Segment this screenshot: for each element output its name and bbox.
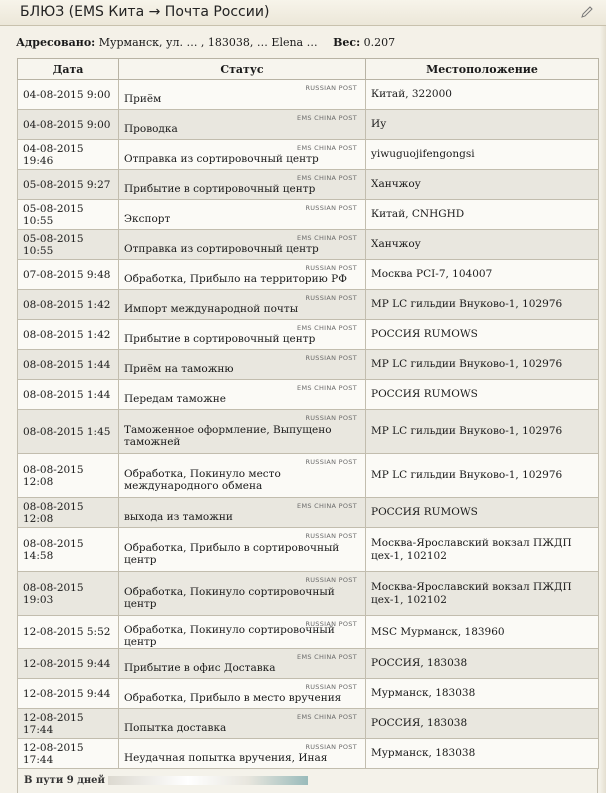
source-label: RUSSIAN POST [305, 354, 357, 362]
row-status-cell [119, 80, 366, 110]
table-row [18, 230, 599, 260]
table-row [18, 140, 599, 170]
table-row [18, 290, 599, 320]
row-status: Обработка, Покинуло сортировочный центр [124, 624, 335, 648]
row-status-cell [119, 649, 366, 679]
source-label: RUSSIAN POST [305, 620, 357, 628]
row-status: Прибытие в офис Доставка [124, 661, 276, 674]
row-date: 08-08-2015 1:44 [18, 380, 119, 410]
row-status-cell [119, 454, 366, 498]
row-location: Москва-Ярославский вокзал ПЖДП цех-1, 102102 [366, 572, 599, 616]
row-date: 07-08-2015 9:48 [18, 260, 119, 290]
row-status-cell [119, 709, 366, 739]
row-location: РОССИЯ RUMOWS [366, 498, 599, 528]
column-header-status[interactable]: Статус [119, 59, 366, 80]
row-date: 08-08-2015 1:42 [18, 290, 119, 320]
row-status: Прибытие в сортировочный центр [124, 332, 316, 345]
summary-row [17, 768, 598, 793]
row-location: MSC Мурманск, 183960 [366, 616, 599, 649]
row-date: 08-08-2015 1:45 [18, 410, 119, 454]
source-label: EMS CHINA POST [297, 144, 357, 152]
row-status: Приём [124, 92, 162, 105]
row-status: Обработка, Покинуло сортировочный центр [124, 585, 335, 610]
table-row [18, 320, 599, 350]
table-header-row [18, 59, 599, 80]
row-location: Москва PCI-7, 104007 [366, 260, 599, 290]
source-label: EMS CHINA POST [297, 324, 357, 332]
table-row [18, 572, 599, 616]
source-label: RUSSIAN POST [305, 294, 357, 302]
source-label: EMS CHINA POST [297, 713, 357, 721]
source-label: RUSSIAN POST [305, 414, 357, 422]
row-status-cell [119, 410, 366, 454]
source-label: RUSSIAN POST [305, 532, 357, 540]
column-header-date[interactable]: Дата [18, 59, 119, 80]
row-status-cell [119, 230, 366, 260]
row-location: РОССИЯ, 183038 [366, 709, 599, 739]
table-row [18, 739, 599, 769]
row-status: выхода из таможни [124, 510, 233, 523]
row-location: MP LC гильдии Внуково-1, 102976 [366, 454, 599, 498]
source-label: RUSSIAN POST [305, 458, 357, 466]
row-status: Обработка, Прибыло в место вручения [124, 691, 342, 704]
row-status: Экспорт [124, 212, 171, 225]
row-date: 12-08-2015 17:44 [18, 709, 119, 739]
row-status-cell [119, 528, 366, 572]
table-row [18, 649, 599, 679]
weight-value: 0.207 [363, 36, 396, 49]
weight-label: Вес: [333, 36, 361, 49]
table-row [18, 454, 599, 498]
table-row [18, 350, 599, 380]
row-date: 08-08-2015 12:08 [18, 498, 119, 528]
source-label: RUSSIAN POST [305, 84, 357, 92]
row-date: 08-08-2015 19:03 [18, 572, 119, 616]
row-status: Отправка из сортировочный центр [124, 242, 319, 255]
page-title: БЛЮЗ (EMS Кита → Почта России) [20, 4, 270, 20]
table-row [18, 616, 599, 649]
row-status-cell [119, 350, 366, 380]
source-label: RUSSIAN POST [305, 683, 357, 691]
source-label: EMS CHINA POST [297, 114, 357, 122]
row-status-cell [119, 320, 366, 350]
row-status: Отправка из сортировочный центр [124, 152, 319, 165]
table-row [18, 170, 599, 200]
row-status-cell [119, 679, 366, 709]
row-location: Китай, CNHGHD [366, 200, 599, 230]
row-status: Неудачная попытка вручения, Иная [124, 751, 328, 764]
source-label: EMS CHINA POST [297, 234, 357, 242]
row-location: Ханчжоу [366, 230, 599, 260]
address-line [16, 36, 596, 54]
table-row [18, 110, 599, 140]
table-row [18, 200, 599, 230]
row-status: Приём на таможню [124, 362, 234, 375]
tracking-table [17, 58, 599, 769]
row-status-cell [119, 170, 366, 200]
table-row [18, 80, 599, 110]
row-location: РОССИЯ, 183038 [366, 649, 599, 679]
row-status-cell [119, 616, 366, 649]
row-date: 04-08-2015 9:00 [18, 80, 119, 110]
row-date: 12-08-2015 9:44 [18, 649, 119, 679]
row-location: Китай, 322000 [366, 80, 599, 110]
row-date: 08-08-2015 12:08 [18, 454, 119, 498]
row-location: Москва-Ярославский вокзал ПЖДП цех-1, 102102 [366, 528, 599, 572]
row-status: Проводка [124, 122, 178, 135]
row-status-cell [119, 572, 366, 616]
table-row [18, 380, 599, 410]
pencil-icon[interactable] [580, 5, 594, 19]
title-bar [0, 0, 606, 26]
row-location: РОССИЯ RUMOWS [366, 380, 599, 410]
table-row [18, 679, 599, 709]
row-location: Ханчжоу [366, 170, 599, 200]
row-status-cell [119, 498, 366, 528]
row-status: Обработка, Прибыло на территорию РФ [124, 272, 347, 285]
row-status-cell [119, 380, 366, 410]
address-label: Адресовано: [16, 36, 96, 49]
row-date: 12-08-2015 9:44 [18, 679, 119, 709]
table-row [18, 528, 599, 572]
row-date: 05-08-2015 10:55 [18, 200, 119, 230]
source-label: RUSSIAN POST [305, 743, 357, 751]
source-label: EMS CHINA POST [297, 653, 357, 661]
table-row [18, 498, 599, 528]
row-status-cell [119, 260, 366, 290]
row-date: 05-08-2015 9:27 [18, 170, 119, 200]
row-location: РОССИЯ RUMOWS [366, 320, 599, 350]
row-date: 08-08-2015 1:44 [18, 350, 119, 380]
row-location: Мурманск, 183038 [366, 679, 599, 709]
table-row [18, 410, 599, 454]
address-value: Мурманск, ул. … , 183038, … Elena … [98, 36, 318, 49]
row-location: MP LC гильдии Внуково-1, 102976 [366, 290, 599, 320]
page-edge [600, 26, 606, 793]
row-status-cell [119, 200, 366, 230]
row-status-cell [119, 110, 366, 140]
row-date: 05-08-2015 10:55 [18, 230, 119, 260]
source-label: EMS CHINA POST [297, 502, 357, 510]
redacted-block [108, 776, 308, 785]
table-row [18, 709, 599, 739]
row-status: Попытка доставка [124, 721, 227, 734]
row-date: 08-08-2015 14:58 [18, 528, 119, 572]
row-status-cell [119, 739, 366, 769]
row-date: 04-08-2015 9:00 [18, 110, 119, 140]
source-label: RUSSIAN POST [305, 576, 357, 584]
row-location: MP LC гильдии Внуково-1, 102976 [366, 410, 599, 454]
source-label: RUSSIAN POST [305, 204, 357, 212]
source-label: RUSSIAN POST [305, 264, 357, 272]
row-status-cell [119, 290, 366, 320]
row-location: yiwuguojifengongsi [366, 140, 599, 170]
row-status: Прибытие в сортировочный центр [124, 182, 316, 195]
row-status: Импорт международной почты [124, 302, 299, 315]
row-date: 04-08-2015 19:46 [18, 140, 119, 170]
row-location: Иу [366, 110, 599, 140]
source-label: EMS CHINA POST [297, 384, 357, 392]
row-date: 12-08-2015 5:52 [18, 616, 119, 649]
row-status: Таможенное оформление, Выпущено таможней [124, 423, 332, 448]
row-date: 08-08-2015 1:42 [18, 320, 119, 350]
row-location: Мурманск, 183038 [366, 739, 599, 769]
row-date: 12-08-2015 17:44 [18, 739, 119, 769]
row-status: Обработка, Покинуло место международного обмена [124, 467, 281, 492]
row-location: MP LC гильдии Внуково-1, 102976 [366, 350, 599, 380]
row-status: Передам таможне [124, 392, 226, 405]
table-row [18, 260, 599, 290]
summary-text [24, 775, 308, 786]
summary-label: В пути 9 дней [24, 775, 105, 786]
column-header-location[interactable]: Местоположение [366, 59, 599, 80]
row-status: Обработка, Прибыло в сортировочный центр [124, 541, 340, 566]
row-status-cell [119, 140, 366, 170]
source-label: EMS CHINA POST [297, 174, 357, 182]
